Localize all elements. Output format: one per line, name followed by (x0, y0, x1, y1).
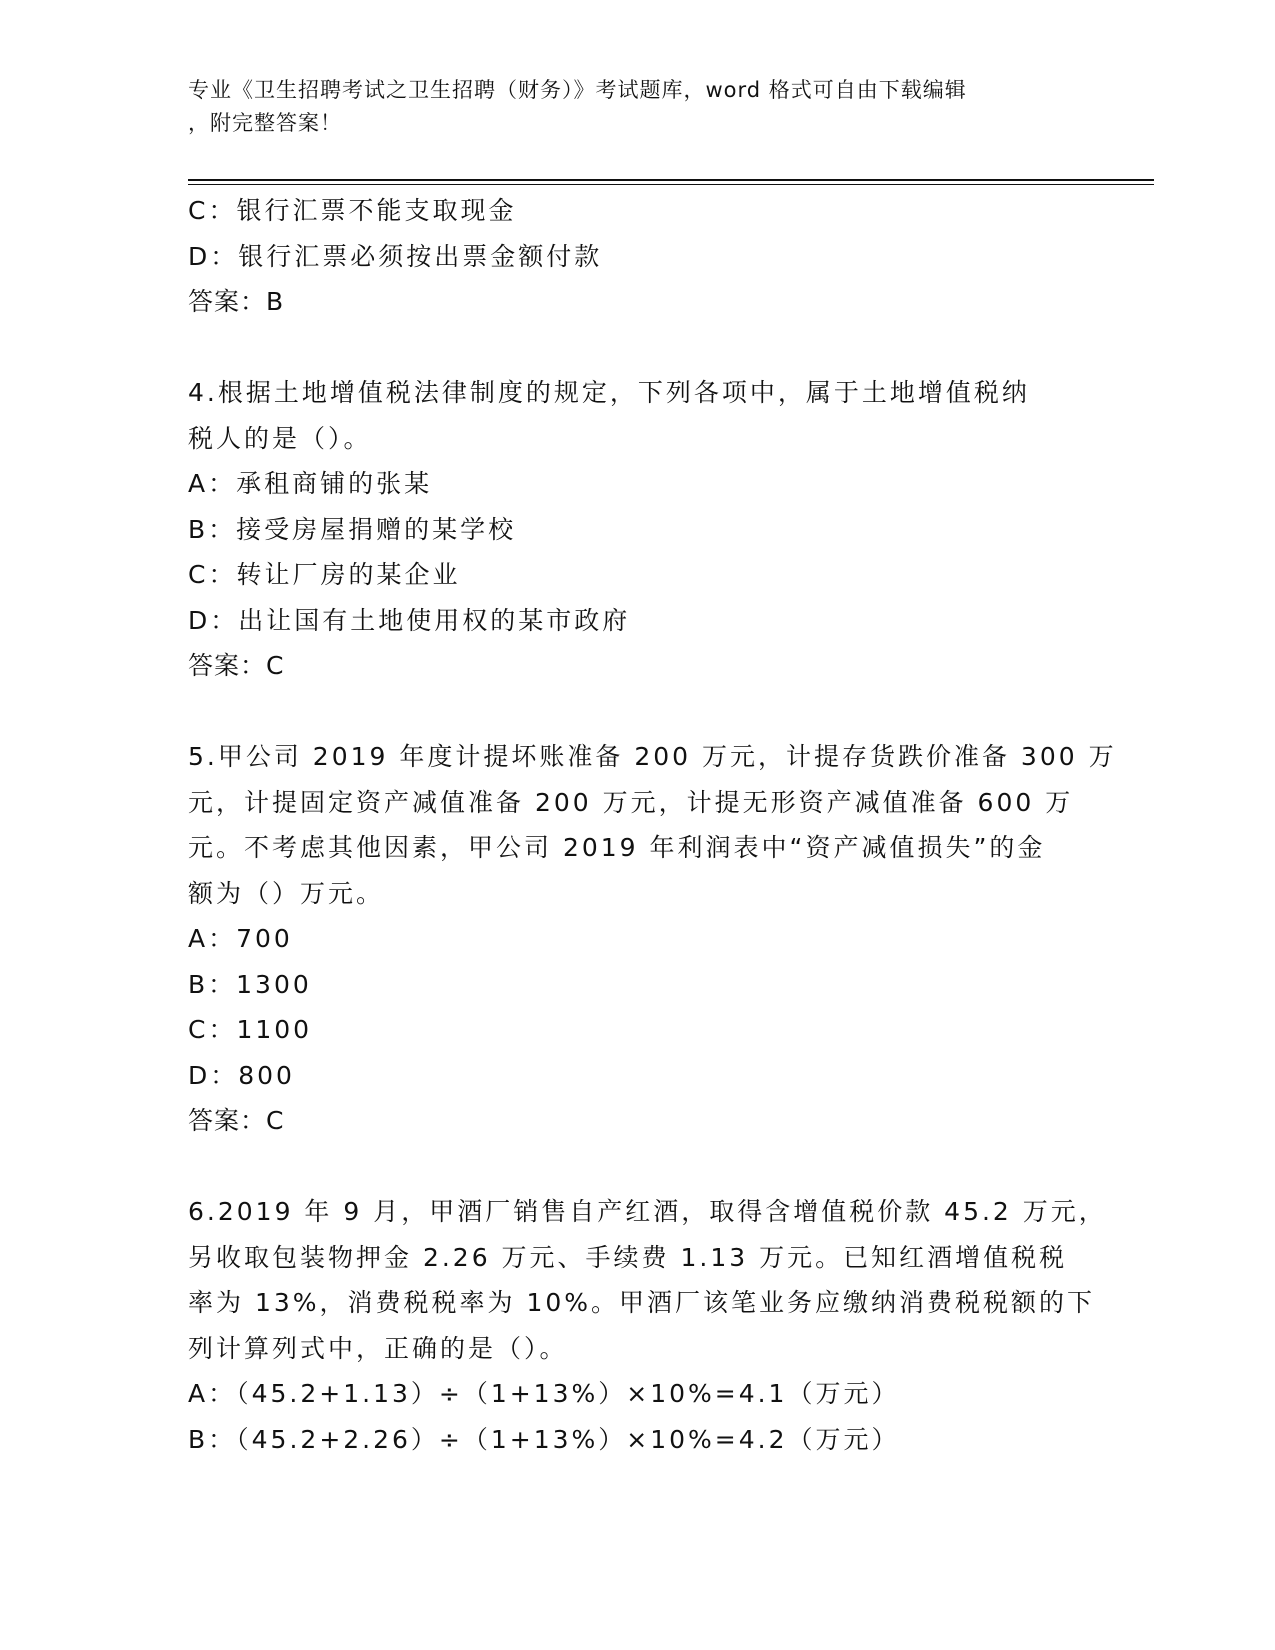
q6-option-b: B：（45.2+2.26）÷（1+13%）×10%=4.2（万元） (188, 1424, 900, 1454)
q5-option-a: A：700 (188, 924, 293, 953)
q6-option-a: A：（45.2+1.13）÷（1+13%）×10%=4.1（万元） (188, 1379, 900, 1408)
header-line-2: ，附完整答案！ (188, 111, 342, 135)
document-header (188, 74, 1068, 140)
q6-stem-line-3: 率为 13%，消费税税率为 10%。甲酒厂该笔业务应缴纳消费税税额的下 (188, 1288, 1096, 1317)
q4-option-c: C：转让厂房的某企业 (188, 560, 461, 589)
spacer (188, 325, 1078, 371)
exam-content (188, 188, 1117, 1462)
q6-stem-line-4: 列计算列式中，正确的是（）。 (188, 1333, 568, 1363)
q5-option-d: D：800 (188, 1060, 295, 1090)
question-6 (188, 1189, 1107, 1462)
q5-option-c: C：1100 (188, 1015, 313, 1044)
spacer (188, 1144, 1078, 1190)
q5-stem-line-1: 5.甲公司 2019 年度计提坏账准备 200 万元，计提存货跌价准备 300 万 (188, 742, 1117, 771)
header-divider-thick (188, 179, 1154, 181)
q5-stem-line-4: 额为（）万元。 (188, 878, 385, 908)
q6-stem-line-1: 6.2019 年 9 月，甲酒厂销售自产红酒，取得含增值税价款 45.2 万元， (188, 1197, 1107, 1226)
q5-answer: 答案：C (188, 1106, 285, 1135)
header-line-1: 专业《卫生招聘考试之卫生招聘（财务）》考试题库，word 格式可自由下载编辑 (188, 78, 967, 102)
q4-option-d: D：出让国有土地使用权的某市政府 (188, 605, 631, 635)
q5-stem-line-3: 元。不考虑其他因素，甲公司 2019 年利润表中“资产减值损失”的金 (188, 833, 1046, 862)
header-divider-thin (188, 184, 1154, 185)
q4-option-a: A：承租商铺的张某 (188, 469, 433, 498)
q4-option-b: B：接受房屋捐赠的某学校 (188, 514, 517, 544)
q5-stem-line-2: 元，计提固定资产减值准备 200 万元，计提无形资产减值准备 600 万 (188, 787, 1074, 817)
q3-option-c: C：银行汇票不能支取现金 (188, 196, 517, 225)
q3-option-d: D：银行汇票必须按出票金额付款 (188, 241, 603, 271)
q4-stem-line-2: 税人的是（）。 (188, 423, 372, 453)
q4-answer: 答案：C (188, 651, 285, 680)
q4-stem-line-1: 4.根据土地增值税法律制度的规定，下列各项中，属于土地增值税纳 (188, 378, 1030, 407)
q5-option-b: B：1300 (188, 969, 312, 999)
q6-stem-line-2: 另收取包装物押金 2.26 万元、手续费 1.13 万元。已知红酒增值税税 (188, 1242, 1068, 1272)
question-3-tail (188, 188, 1078, 325)
question-4 (188, 370, 1078, 689)
spacer (188, 689, 1078, 735)
q3-answer: 答案：B (188, 287, 285, 316)
question-5 (188, 734, 1117, 1144)
